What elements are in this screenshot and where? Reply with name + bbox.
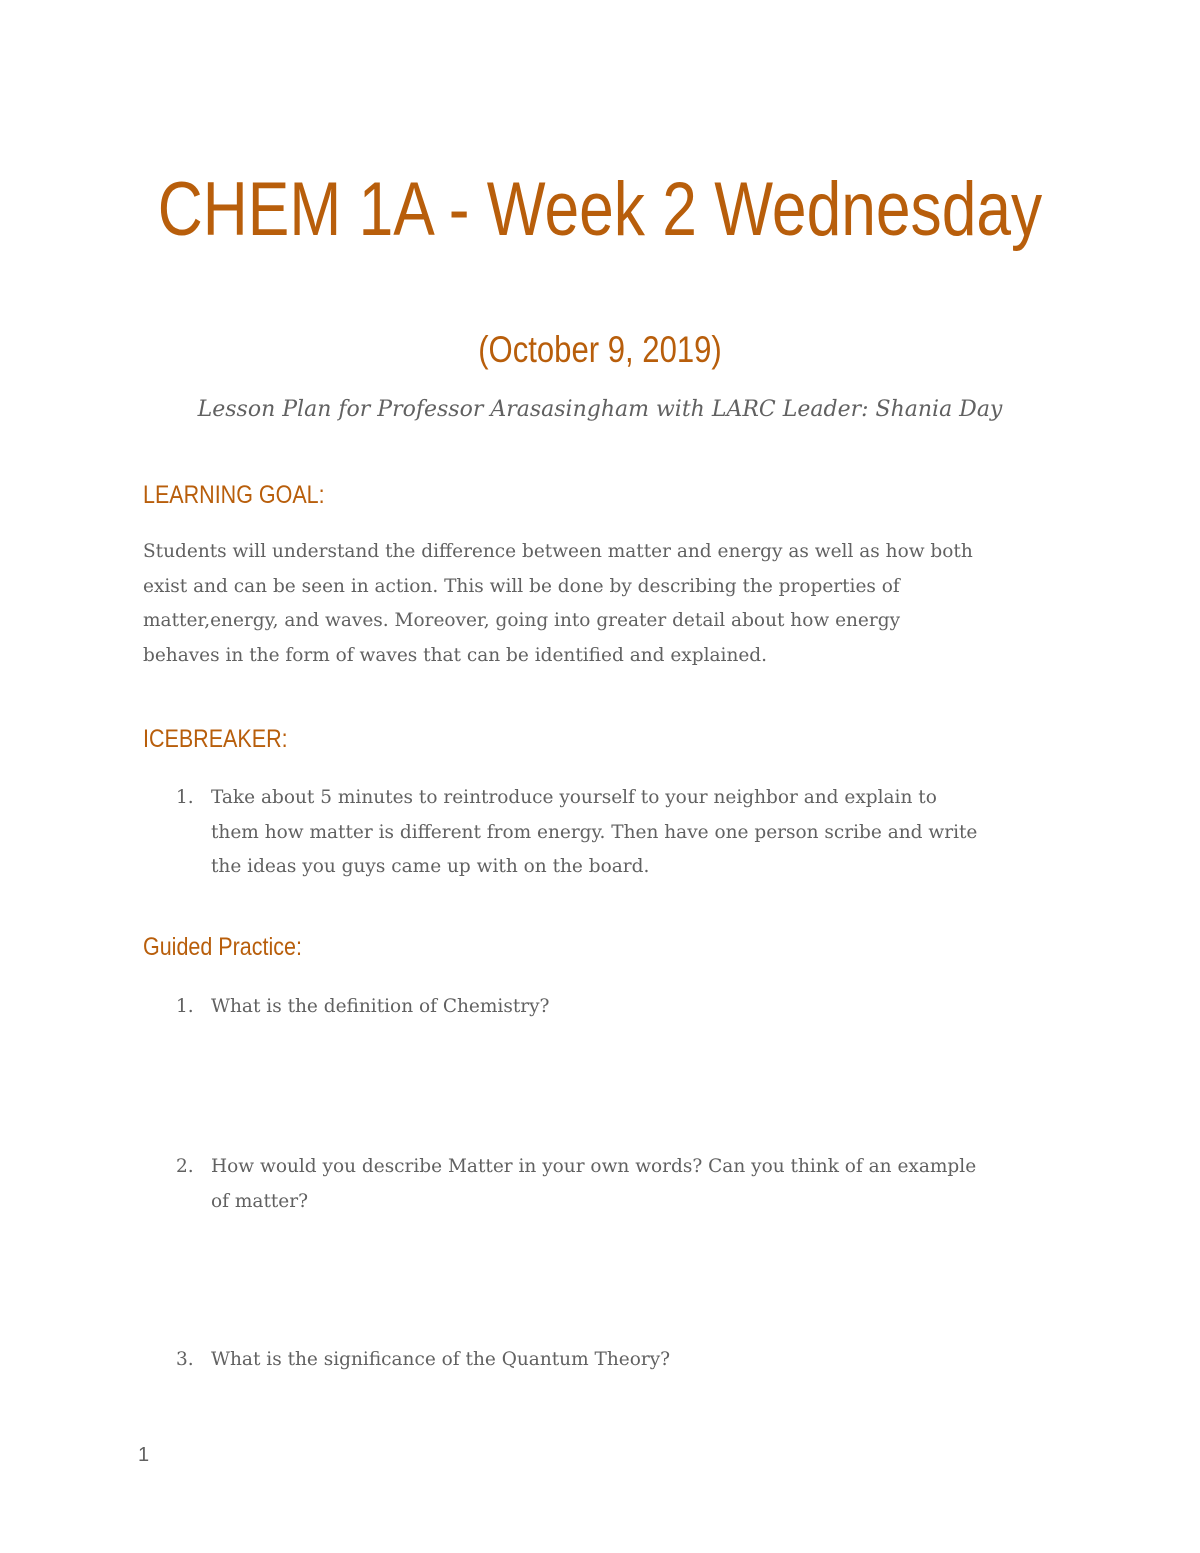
guided-practice-heading: Guided Practice:: [143, 933, 302, 961]
document-title: CHEM 1A - Week 2 Wednesday: [157, 167, 1043, 252]
list-item-line: What is the definition of Chemistry?: [211, 996, 550, 1017]
list-item-line: of matter?: [211, 1190, 309, 1212]
learning-goal-heading: LEARNING GOAL:: [143, 481, 325, 509]
document-date: (October 9, 2019): [478, 329, 722, 370]
paragraph-line: exist and can be seen in action. This will be done by describing the properties of: [143, 575, 900, 597]
icebreaker-heading: ICEBREAKER:: [143, 725, 288, 753]
list-item-text: [211, 990, 1081, 1025]
paragraph-line: Students will understand the difference between matter and energy as well as how both: [143, 541, 973, 562]
list-item-line: How would you describe Matter in your own words? Can you think of an example: [211, 1156, 977, 1177]
list-item-number: 3.: [176, 1349, 194, 1370]
page-number: 1: [138, 1444, 150, 1466]
list-item-line: the ideas you guys came up with on the board.: [211, 856, 650, 877]
paragraph-line: behaves in the form of waves that can be identified and explained.: [143, 644, 768, 666]
list-item-text: [211, 781, 1081, 885]
list-item-text: [211, 1343, 1081, 1378]
list-item-number: 1.: [176, 996, 194, 1017]
list-item-number: 1.: [176, 787, 194, 808]
list-item-number: 2.: [176, 1156, 194, 1177]
list-item-line: What is the significance of the Quantum Theory?: [211, 1349, 671, 1370]
list-item-line: them how matter is different from energy. Then have one person scribe and write: [211, 821, 978, 843]
learning-goal-paragraph: [143, 535, 1073, 673]
paragraph-line: matter,energy, and waves. Moreover, going into greater detail about how energy: [143, 610, 901, 631]
document-subtitle: Lesson Plan for Professor Arasasingham with LARC Leader: Shania Day: [197, 397, 1003, 422]
list-item-line: Take about 5 minutes to reintroduce yourself to your neighbor and explain to: [211, 787, 937, 808]
list-item-text: [211, 1150, 1081, 1219]
